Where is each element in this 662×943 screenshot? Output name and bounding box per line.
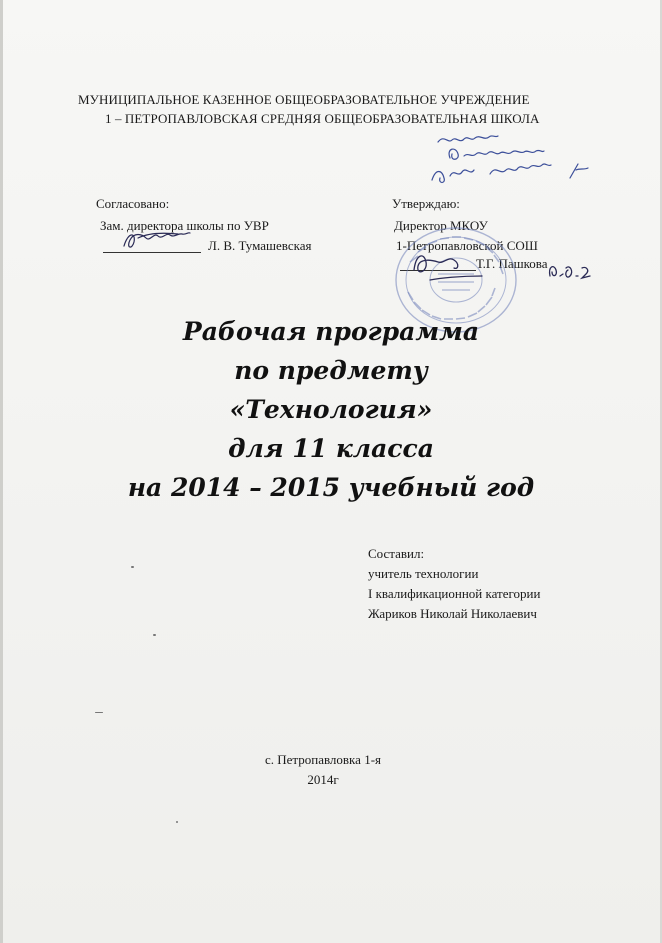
author-category: I квалификационной категории <box>368 586 541 601</box>
scan-speck <box>153 634 156 636</box>
author-label: Составил: <box>368 546 425 561</box>
scan-speck <box>95 712 103 713</box>
approved-organization: 1-Петропавловской СОШ <box>396 238 538 253</box>
approved-signature-line <box>400 270 476 271</box>
scan-speck <box>176 821 178 823</box>
program-subject: «Технология» <box>229 395 433 424</box>
approved-title: Утверждаю: <box>392 196 460 211</box>
author-role: учитель технологии <box>368 566 479 581</box>
approved-position: Директор МКОУ <box>394 218 488 233</box>
author-name: Жариков Николай Николаевич <box>368 606 537 621</box>
program-title-line-2: по предмету <box>234 356 428 385</box>
handwritten-copy-note <box>420 128 620 192</box>
place-year: 2014г <box>307 772 339 787</box>
program-grade: для 11 класса <box>228 434 434 463</box>
place-city: с. Петропавловка 1-я <box>264 752 382 767</box>
program-year: на 2014 – 2015 учебный год <box>127 473 535 502</box>
institution-line-1: МУНИЦИПАЛЬНОЕ КАЗЕННОЕ ОБЩЕОБРАЗОВАТЕЛЬНОЕ УЧРЕЖДЕНИЕ <box>78 92 530 107</box>
approved-name: Т.Г. Пашкова <box>476 256 548 271</box>
scan-edge-left <box>0 0 3 943</box>
agreed-signature-line <box>103 252 201 253</box>
institution-line-2: 1 – ПЕТРОПАВЛОВСКАЯ СРЕДНЯЯ ОБЩЕОБРАЗОВАТЕЛЬНАЯ ШКОЛА <box>105 111 540 126</box>
program-title-line-1: Рабочая программа <box>182 317 480 346</box>
agreed-position: Зам. директора школы по УВР <box>100 218 269 233</box>
agreed-name: Л. В. Тумашевская <box>208 238 312 253</box>
agreed-title: Согласовано: <box>96 196 170 211</box>
scan-speck <box>131 566 134 568</box>
